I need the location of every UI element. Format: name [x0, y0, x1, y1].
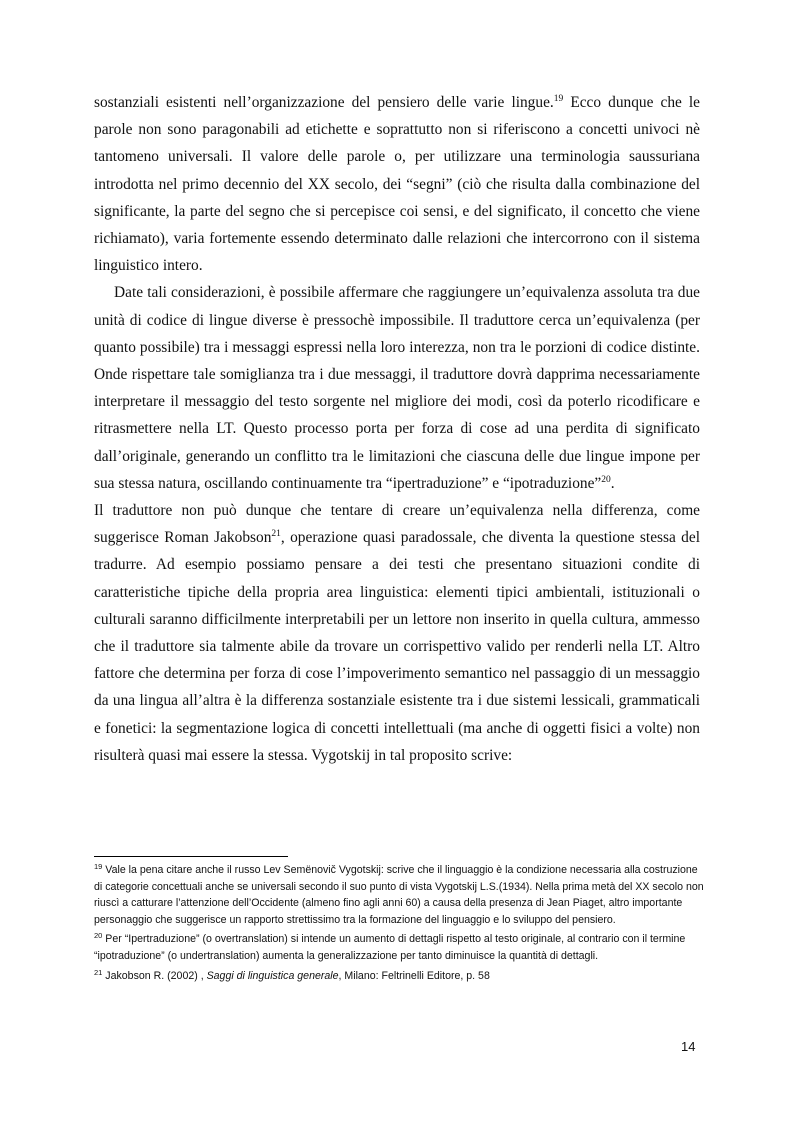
paragraph-1-text-cont: Ecco dunque che le parole non sono paragonabili ad etichette e soprattutto non si riferiscono a concetti univoci nè tantomeno universali. Il valore delle parole o, per utilizzare una terminologia saussuriana introdotta nel primo decennio del XX secolo, dei “segni” (ciò che risulta dalla combinazione del significante, la parte del segno che si percepisce coi sensi, e del significato, il concetto che viene richiamato), varia fortemente essendo determinato dalle relazioni che intercorrono con il sistema linguistico intero.: [94, 94, 700, 275]
body-text: [94, 89, 700, 769]
footnote-text: Vale la pena citare anche il russo Lev Semënovič Vygotskij: scrive che il linguaggio è la condizione necessaria alla costruzione di categorie concettuali anche se universali secondo il suo punto di vista Vygotskij L.S.(1934). Nella prima metà del XX secolo non riuscì a catturare l’attenzione dell’Occidente (almeno fino agli anni 60) a causa della presenza di Jean Piaget, altro importante personaggio che suggerisce un rapporto strettissimo tra la formazione del linguaggio e lo sviluppo del pensiero.: [94, 864, 704, 926]
paragraph-3-text: Il traduttore non può dunque che tentare di creare un’equivalenza nella differenza, come suggerisce Roman Jakobson: [94, 502, 700, 547]
footnote-number: 20: [94, 931, 103, 941]
paragraph-2: [94, 279, 700, 497]
footnote-ref-19: 19: [553, 94, 564, 104]
footnotes: [94, 862, 704, 987]
footnote-text-cont: , Milano: Feltrinelli Editore, p. 58: [338, 969, 490, 982]
footnote-19: [94, 862, 704, 928]
footnote-ref-21: 21: [271, 529, 281, 540]
footnote-number: 21: [94, 967, 103, 977]
page-number: 14: [681, 1039, 696, 1054]
paragraph-1: [94, 89, 700, 279]
footnote-20: [94, 931, 704, 964]
footnote-text: Jakobson R. (2002) ,: [105, 969, 207, 982]
footnote-ref-20: 20: [601, 474, 611, 485]
paragraph-3-text-cont: , operazione quasi paradossale, che diventa la questione stessa del tradurre. Ad esempio possiamo pensare a dei testi che presentano situazioni condite di caratteristiche tipiche della propria area linguistica: elementi tipici ambientali, istituzionali o culturali saranno difficilmente interpretabili per un lettore non inserito in quella cultura, ammesso che il traduttore sia talmente abile da trovare un corrispettivo valido per renderli nella LT. Altro fattore che determina per forza di cose l’impoverimento semantico nel passaggio di un messaggio da una lingua all’altra è la differenza sostanziale esistente tra i due sistemi lessicali, grammaticali e fonetici: la segmentazione logica di concetti intellettuali (ma anche di oggetti fisici a volte) non risulterà quasi mai essere la stessa. Vygotskij in tal proposito scrive:: [94, 529, 700, 764]
footnote-number: 19: [94, 862, 103, 871]
paragraph-2-text-cont: .: [610, 474, 615, 492]
paragraph-3: [94, 497, 700, 769]
footnote-text: Per “Ipertraduzione” (o overtranslation) si intende un aumento di dettagli rispetto al testo originale, al contrario con il termine “ipotraduzione” (o undertranslation) aumenta la generalizzazione per tanto diminuisce la quantità di dettagli.: [94, 933, 686, 962]
paragraph-2-text: Date tali considerazioni, è possibile affermare che raggiungere un’equivalenza assoluta tra due unità di codice di lingue diverse è pressochè impossibile. Il traduttore cerca un’equivalenza (per quanto possibile) tra i messaggi espressi nella loro interezza, non tra le porzioni di codice distinte. Onde rispettare tale somiglianza tra i due messaggi, il traduttore dovrà dapprima necessariamente interpretare il messaggio del testo sorgente nel migliore dei modi, così da poterlo ricodificare e ritrasmettere nella LT. Questo processo porta per forza di cose ad una perdita di significato dall’originale, generando un conflitto tra le limitazioni che ciascuna delle due lingue impone per sua stessa natura, oscillando continuamente tra “ipertraduzione” e “ipotraduzione”: [94, 284, 700, 492]
footnote-21: [94, 968, 704, 985]
footnote-book-title: Saggi di linguistica generale: [206, 969, 339, 982]
paragraph-1-text: sostanziali esistenti nell’organizzazione del pensiero delle varie lingue.: [94, 94, 554, 111]
footnote-separator: [94, 856, 288, 857]
